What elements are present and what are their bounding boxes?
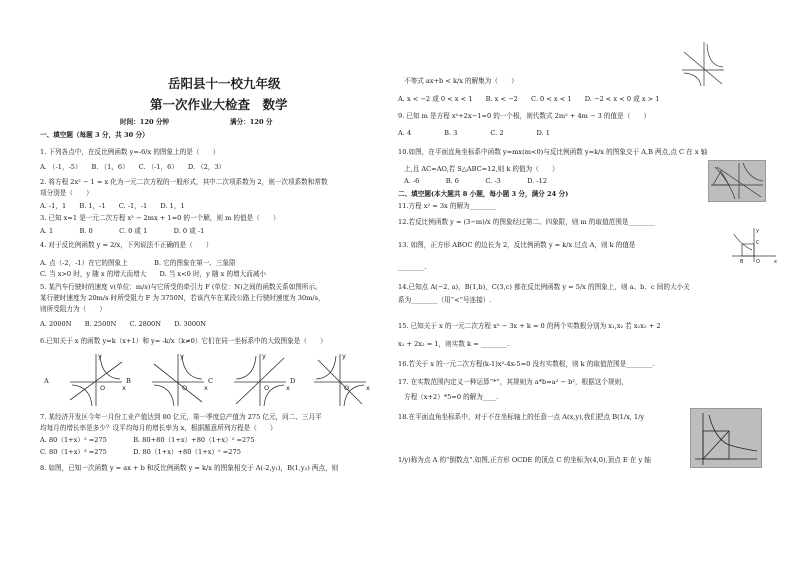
question-options: A. 80（1+x）² =275 B. 80+80（1+x）+80（1+x）² =275 xyxy=(40,436,255,444)
q18-figure xyxy=(690,408,762,468)
question-text: 18.在平面直角坐标系中，对于不在坐标轴上的任意一点 A(x,y),我们把点 B(1/x, 1/y xyxy=(398,413,645,421)
q6-graphs xyxy=(56,350,376,408)
section-2-heading: 二、填空题(本大题共 8 小题，每小题 3 分，满分 24 分) xyxy=(398,190,569,198)
question-text: 11.方程 x² = 3x 的解为________ xyxy=(398,202,497,210)
question-options: A. -1，1 B. 1，-1 C. -1，-1 D. 1，1 xyxy=(40,202,185,210)
svg-text:C: C xyxy=(756,240,760,246)
svg-text:O: O xyxy=(264,384,270,392)
question-options: A. 4 B. 3 C. 2 D. 1 xyxy=(398,129,550,137)
question-text: 14.已知点 A(−2, a)，B(1,b)，C(3,c) 都在反比例函数 y = 5/x 的图象上，则 a、b、c 间的大小关 xyxy=(398,283,690,291)
graph-option-c: C xyxy=(208,377,214,385)
svg-text:x: x xyxy=(774,259,777,264)
question-text: 上,且 AC=AO,若 S△ABC=12,则 k 的值为（ ） xyxy=(404,165,559,173)
question-options: A. -6 B. 6 C. -3 D. -12 xyxy=(404,177,548,185)
svg-text:x: x xyxy=(286,384,290,392)
svg-text:x: x xyxy=(122,384,126,392)
question-text: 17. 在实数范围内定义一种运算“*”，其规则为 a*b=a² − b²，根据这个规则， xyxy=(398,378,628,386)
exam-time: 时间：120 分钟 xyxy=(120,118,170,126)
question-text: 15. 已知关于 x 的一元二次方程 x² − 3x + k = 0 的两个实数根分别为 x₁,x₂ 若 x₁x₂ + 2 xyxy=(398,322,661,330)
question-text: 3. 已知 x=1 是一元二次方程 x² − 2mx + 1=0 的一个解，则 m 的值是（ ） xyxy=(40,214,280,222)
svg-text:y: y xyxy=(342,352,346,360)
question-text: 9. 已知 m 是方程 x²+2x−1=0 的一个根，则代数式 2m² + 4m − 3 的值是（ ） xyxy=(398,112,651,120)
exam-title: 第一次作业大检查 数学 xyxy=(150,97,288,112)
question-text: 10.如图，在平面直角坐标系中函数 y=mx(m<0)与反比例函数 y=k/x 的图象交于 A,B 两点,点 C 在 x 轴 xyxy=(398,148,708,156)
question-text: 6.已知关于 x 的函数 y=k（x+1）和 y= -k/x（k≠0）它们在同一坐标系中的大致图象是（ ） xyxy=(40,337,327,345)
svg-text:y: y xyxy=(756,228,759,234)
question-text: 1/y)称为点 A 的“倒数点”.如图,正方形 OCDE 的顶点 C 的坐标为(4,0),顶点 E 在 y 轴 xyxy=(398,456,651,464)
svg-text:O: O xyxy=(756,259,760,264)
question-text: 方程（x+2）*5=0 的解为____. xyxy=(404,393,499,401)
graph-option-d: D xyxy=(290,377,296,385)
question-text: 系为________（用“<”号连接）. xyxy=(398,296,492,304)
svg-text:y: y xyxy=(180,352,184,360)
question-text: 5. 某汽车行驶时的速度 v(单位：m/s)与它所受的牵引力 F (单位：N)之间的函数关系如图所示。 xyxy=(40,283,322,291)
svg-text:O: O xyxy=(344,384,350,392)
question-text: 8. 如图，已知一次函数 y = ax + b 和反比例函数 y = k/x 的图象相交于 A(-2,y₁)，B(1,y₂) 两点，则 xyxy=(40,464,339,472)
svg-text:B: B xyxy=(740,259,744,264)
question-text: 不等式 ax+b < k/x 的解集为（ ） xyxy=(404,77,518,85)
svg-text:y: y xyxy=(262,352,266,360)
question-text: 1. 下列各点中，在反比例函数 y=-6/x 的图象上的是（ ） xyxy=(40,148,220,156)
question-options: A. 点（-2，-1）在它的图象上 B. 它的图象在第一、三象限 xyxy=(40,259,236,267)
question-text: 某行驶时速度为 20m/s 时所受阻力 F 为 3750N，若该汽车在某段公路上行驶时速度为 30m/s， xyxy=(40,294,325,302)
question-options: A. 2000N B. 2500N C. 2800N D. 3000N xyxy=(40,320,206,328)
question-text: 4. 对于反比例函数 y = 2/x，下列说法不正确的是（ ） xyxy=(40,241,213,249)
question-text: 7. 某经济开发区今年一月份工业产值达到 80 亿元，第一季度总产值为 275 亿元，问二、三月平 xyxy=(40,413,322,421)
question-text: 项分别是（ ） xyxy=(40,189,93,197)
right-column xyxy=(398,0,770,561)
question-text: ________. xyxy=(398,263,427,271)
q10-figure xyxy=(708,160,766,202)
exam-score: 满分：120 分 xyxy=(230,118,273,126)
school-title: 岳阳县十一校九年级 xyxy=(168,76,281,91)
question-text: 2. 将方程 2x² − 1 = x 化为一元二次方程的一般形式，其中二次项系数为 2，则一次项系数和常数 xyxy=(40,178,328,186)
question-text: 12.若反比例函数 y = (3−m)/x 的图象经过第二、四象限，则 m 的取值范围是________ xyxy=(398,218,655,226)
q13-figure xyxy=(730,226,778,264)
question-text: 均每月的增长率是多少？设平均每月的增长率为 x，根据题意所列方程是（ ） xyxy=(40,424,277,432)
question-text: 16.若关于 x 的一元二次方程(k-1)x²-4x-5=0 没有实数根，则 k 的取值范围是________. xyxy=(398,360,655,368)
svg-text:x: x xyxy=(366,384,370,392)
question-options: C. 当 x>0 时，y 随 x 的增大而增大 D. 当 x<0 时，y 随 x 的增大而减小 xyxy=(40,270,267,278)
svg-text:O: O xyxy=(100,384,106,392)
section-1-heading: 一、填空题（每题 3 分，共 30 分） xyxy=(40,131,149,139)
question-options: A. 1 B. 0 C. 0 或 1 D. 0 或 -1 xyxy=(40,227,205,235)
question-text: 则所受阻力为（ ） xyxy=(40,305,106,313)
svg-text:O: O xyxy=(182,384,188,392)
graph-option-b: B xyxy=(126,377,131,385)
svg-text:x: x xyxy=(204,384,208,392)
question-text: x₁ + 2x₂ = 1，则实数 k = ________. xyxy=(398,340,510,348)
svg-text:y: y xyxy=(98,352,102,360)
graph-option-a: A xyxy=(44,377,49,385)
question-text: 13. 如图，正方形 ABOC 的边长为 2，反比例函数 y = k/x 过点 A，则 k 的值是 xyxy=(398,241,636,249)
question-options: A. （-1，-5） B. （1，6） C. （-1，6） D. （2，3） xyxy=(40,163,226,171)
question-options: A. x < −2 或 0 < x < 1 B. x < −2 C. 0 < x < 1 D. −2 < x < 0 或 x > 1 xyxy=(398,95,660,103)
question-options: C. 80（1+x）³ =275 D. 80（1+x）+80（1+x）² =275 xyxy=(40,448,241,456)
left-column xyxy=(40,0,380,561)
